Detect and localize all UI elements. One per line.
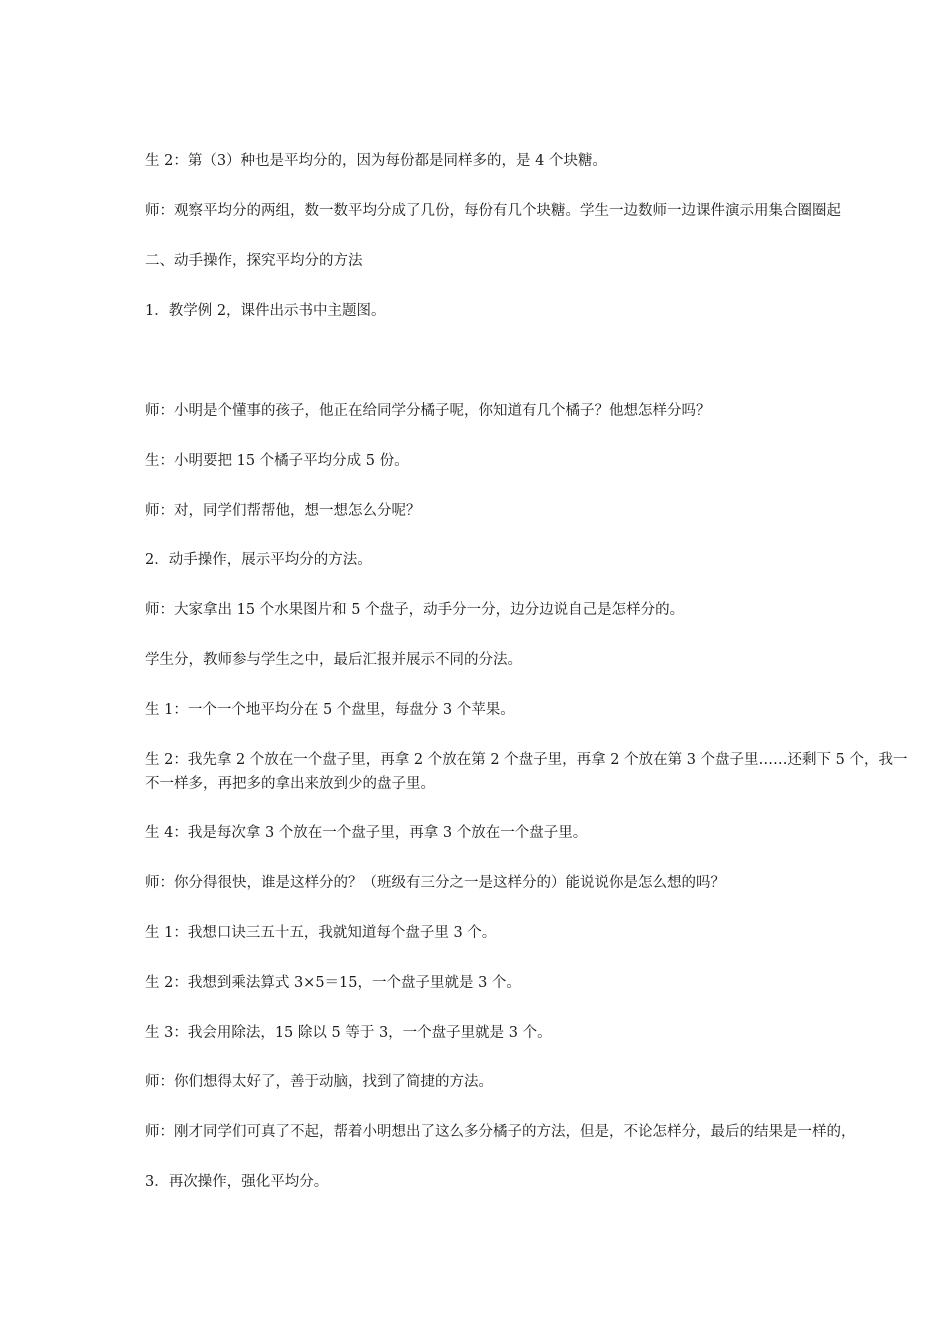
paragraph-teacher-fast: 师：你分得很快，谁是这样分的？（班级有三分之一是这样分的）能说说你是怎么想的吗？ [145, 875, 725, 891]
paragraph-teacher-observe: 师：观察平均分的两组，数一数平均分成了几份，每份有几个块糖。学生一边数师一边课件演示用集合圈圈起 [145, 203, 841, 219]
paragraph-teacher-summary: 师：刚才同学们可真了不起，帮着小明想出了这么多分橘子的方法，但是，不论怎样分，最后的结果是一样的， [145, 1124, 856, 1140]
paragraph-student2-method3: 生 2：第（3）种也是平均分的，因为每份都是同样多的，是 4 个块糖。 [145, 153, 608, 169]
paragraph-students-divide: 学生分，教师参与学生之中，最后汇报并展示不同的分法。 [145, 652, 522, 668]
paragraph-step3: 3．再次操作，强化平均分。 [145, 1174, 329, 1190]
paragraph-student3-division: 生 3：我会用除法，15 除以 5 等于 3，一个盘子里就是 3 个。 [145, 1025, 552, 1041]
paragraph-teacher-xiaoming: 师：小明是个懂事的孩子，他正在给同学分橘子呢，你知道有几个橘子？他想怎样分吗？ [145, 403, 711, 419]
paragraph-student4-three-each: 生 4：我是每次拿 3 个放在一个盘子里，再拿 3 个放在一个盘子里。 [145, 825, 588, 841]
paragraph-student2-multiplication: 生 2：我想到乘法算式 3×5＝15，一个盘子里就是 3 个。 [145, 975, 521, 991]
paragraph-student2-two-each: 生 2：我先拿 2 个放在一个盘子里，再拿 2 个放在第 2 个盘子里，再拿 2 个放在第 3 个盘子里……还剩下 5 个，我一 [145, 752, 908, 768]
section-heading-hands-on: 二、动手操作，探究平均分的方法 [145, 253, 363, 269]
paragraph-student-15-oranges: 生：小明要把 15 个橘子平均分成 5 份。 [145, 453, 409, 469]
paragraph-step2: 2．动手操作，展示平均分的方法。 [145, 552, 372, 568]
paragraph-example2: 1．教学例 2，课件出示书中主题图。 [145, 303, 386, 319]
paragraph-teacher-help: 师：对，同学们帮帮他，想一想怎么分呢？ [145, 503, 421, 519]
paragraph-teacher-materials: 师：大家拿出 15 个水果图片和 5 个盘子，动手分一分，边分边说自己是怎样分的。 [145, 602, 685, 618]
paragraph-student1-one-by-one: 生 1：一个一个地平均分在 5 个盘里，每盘分 3 个苹果。 [145, 702, 515, 718]
paragraph-student2-continued: 不一样多，再把多的拿出来放到少的盘子里。 [145, 776, 435, 792]
paragraph-student1-rhyme: 生 1：我想口诀三五十五，我就知道每个盘子里 3 个。 [145, 925, 497, 941]
paragraph-teacher-praise: 师：你们想得太好了，善于动脑，找到了简捷的方法。 [145, 1074, 493, 1090]
